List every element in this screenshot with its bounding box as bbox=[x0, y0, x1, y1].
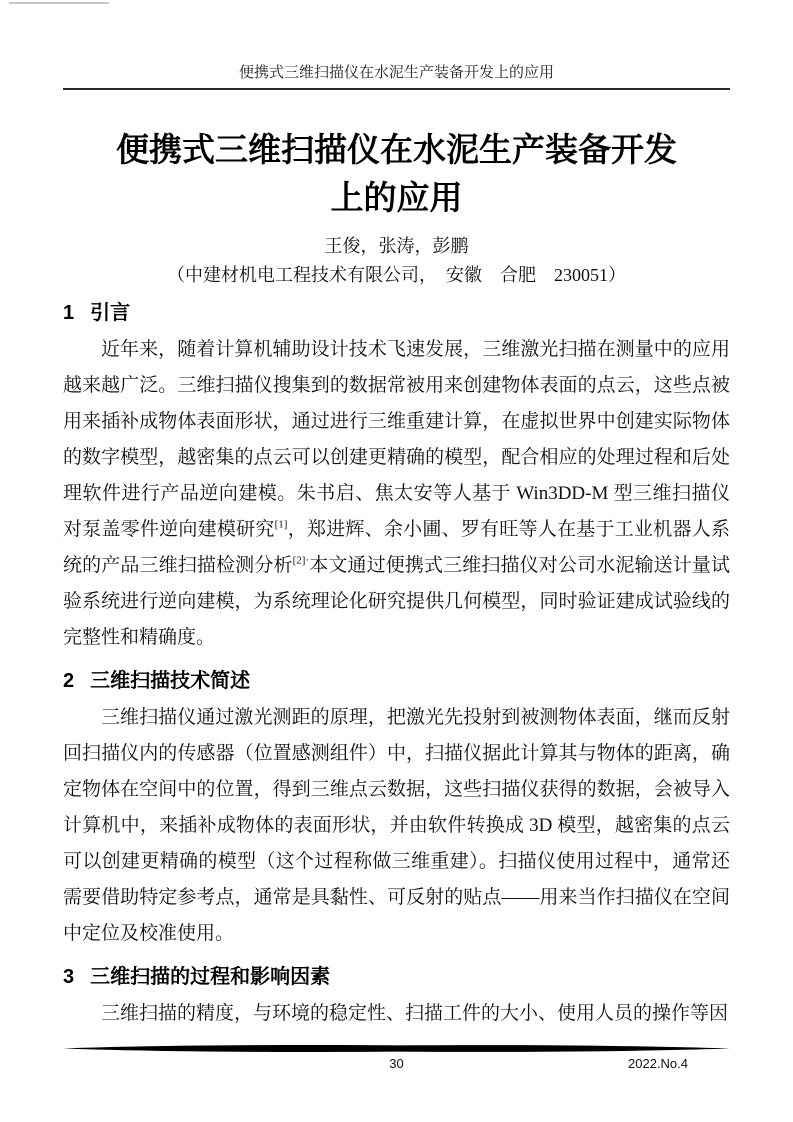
paper-title-line2: 上的应用 bbox=[330, 179, 463, 216]
page-number: 30 bbox=[389, 1056, 404, 1071]
scan-artifact bbox=[9, 2, 109, 4]
footer-row bbox=[63, 1055, 730, 1073]
running-header: 便携式三维扫描仪在水泥生产装备开发上的应用 bbox=[238, 65, 554, 81]
section-3-title: 三维扫描的过程和影响因素 bbox=[90, 966, 331, 988]
header-rule bbox=[63, 88, 730, 90]
section-scan-process-factors bbox=[63, 964, 730, 1032]
section-1-title: 引言 bbox=[90, 302, 131, 324]
section-3-paragraph: 三维扫描的精度，与环境的稳定性、扫描工件的大小、使用人员的操作等因 bbox=[101, 1003, 729, 1024]
issue-number: 2022.No.4 bbox=[628, 1056, 688, 1071]
section-1-number: 1 bbox=[63, 302, 75, 324]
paper-title bbox=[63, 126, 730, 222]
section-scan-tech-overview bbox=[63, 668, 730, 952]
footer-bar bbox=[63, 1044, 730, 1053]
section-3-number: 3 bbox=[63, 966, 75, 988]
section-2-number: 2 bbox=[63, 670, 75, 692]
section-1-heading bbox=[63, 300, 730, 326]
section-introduction bbox=[63, 300, 730, 656]
affiliation-line: （中建材机电工程技术有限公司， 安徽 合肥 230051） bbox=[167, 265, 626, 285]
page-footer bbox=[63, 1044, 730, 1073]
section-2-paragraph: 三维扫描仪通过激光测距的原理，把激光先投射到被测物体表面，继而反射回扫描仪内的传感器（位置感测组件）中，扫描仪据此计算其与物体的距离，确定物体在空间中的位置，得到三维点云数据，这些扫描仪获得的数据，会被导入计算机中，来插补成物体的表面形状，并由软件转换成 3D 模型，越密集的点云可以创建更精确的模型（这个过程称做三维重建）。扫描仪使用过程中，通常还需要借助特定参考点，通常是具黏性、可反射的贴点——用来当作扫描仪在空间中定位及校准使用。 bbox=[63, 707, 730, 944]
authors-line: 王俊，张涛，彭鹏 bbox=[324, 236, 469, 256]
paper-title-line1: 便携式三维扫描仪在水泥生产装备开发 bbox=[116, 131, 677, 168]
section-3-heading bbox=[63, 964, 730, 990]
section-2-title: 三维扫描技术简述 bbox=[90, 670, 251, 692]
section-1-paragraph: 近年来，随着计算机辅助设计技术飞速发展，三维激光扫描在测量中的应用越来越广泛。三维扫描仪搜集到的数据常被用来创建物体表面的点云，这些点被用来插补成物体表面形状，通过进行三维重建计算，在虚拟世界中创建实际物体的数字模型，越密集的点云可以创建更精确的模型，配合相应的处理过程和后处理软件进行产品逆向建模。朱书启、焦太安等人基于 Win3DD-M 型三维扫描仪对泵盖零件逆向建模研究[1]，郑进辉、余小圃、罗有旺等人在基于工业机器人系统的产品三维扫描检测分析$^{[2]\cdot}$本文通过便携式三维扫描仪对公司水泥输送计量试验系统进行逆向建模，为系统理论化研究提供几何模型，同时验证建成试验线的完整性和精确度。 bbox=[63, 339, 730, 648]
section-2-heading bbox=[63, 668, 730, 694]
